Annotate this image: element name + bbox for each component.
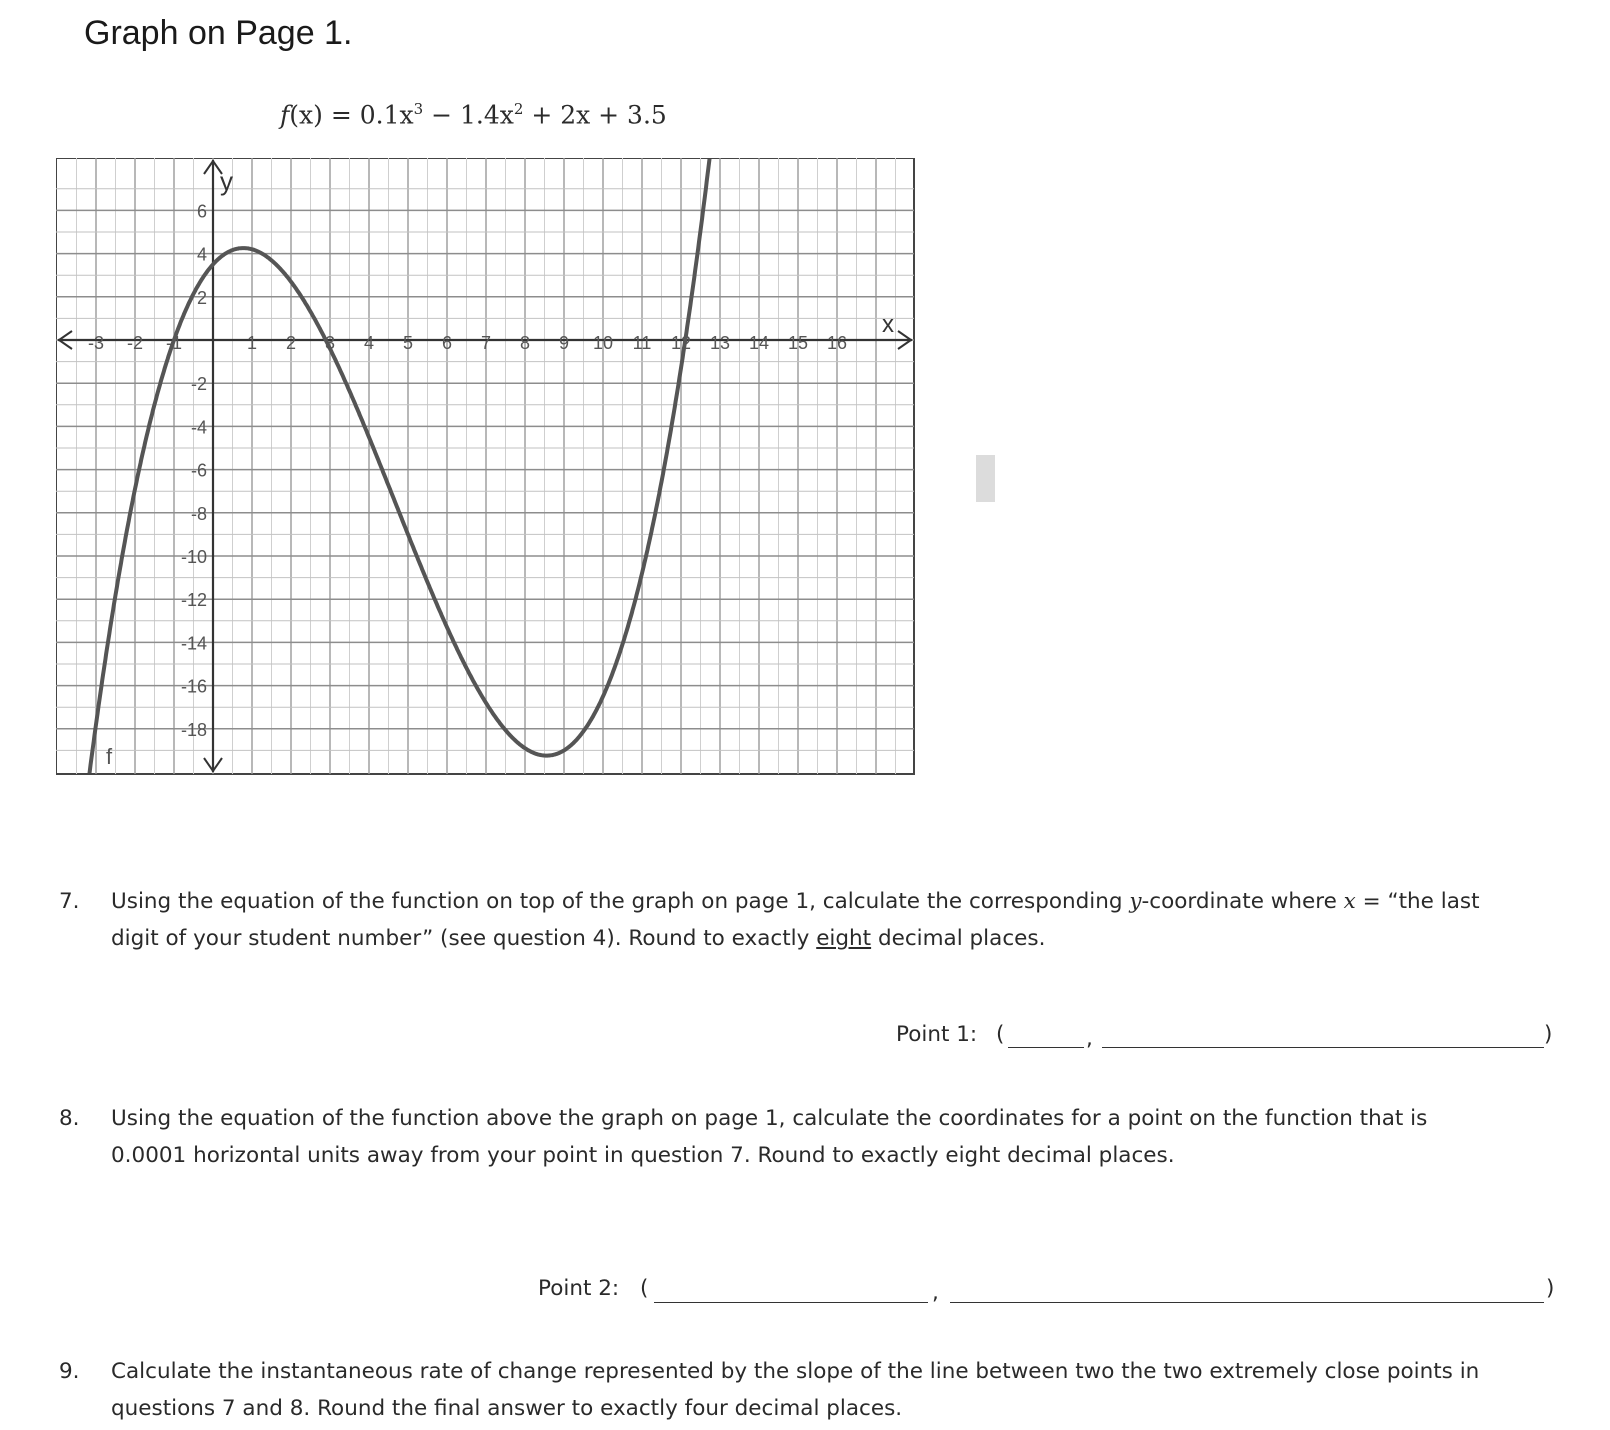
x-tick-label: -1 bbox=[165, 333, 183, 353]
point-1-label: Point 1: bbox=[896, 1022, 978, 1047]
point-2-close-paren: ) bbox=[1546, 1276, 1555, 1301]
curve-label: f bbox=[106, 744, 113, 769]
question-text bbox=[111, 1100, 1610, 1174]
x-tick-label: 6 bbox=[441, 333, 453, 353]
y-axis-label: y bbox=[220, 166, 233, 196]
x-tick-label: 3 bbox=[324, 333, 336, 353]
point-1-y-blank[interactable] bbox=[1102, 1047, 1544, 1048]
x-tick-label: 13 bbox=[709, 333, 731, 353]
text-run: Using the equation of the function on top of the graph on page 1, calculate the corresponding bbox=[111, 889, 1130, 914]
question-line-1: Using the equation of the function above the graph on page 1, calculate the coordinates for a point on the function that is bbox=[111, 1106, 1428, 1131]
point-1-x-blank[interactable] bbox=[1008, 1047, 1084, 1048]
x-tick-label: 12 bbox=[670, 333, 692, 353]
question-line-2: 0.0001 horizontal units away from your point in question 7. Round to exactly eight decimal places. bbox=[111, 1143, 1175, 1168]
question-number: 8. bbox=[59, 1106, 80, 1131]
y-tick-label: -4 bbox=[190, 417, 207, 438]
point-1-close-paren: ) bbox=[1544, 1022, 1553, 1047]
point-2-label: Point 2: bbox=[538, 1276, 620, 1301]
function-graph bbox=[56, 158, 916, 776]
y-tick-label: -12 bbox=[180, 590, 207, 611]
x-tick-label: 14 bbox=[748, 333, 770, 353]
equation-exponent-3: 3 bbox=[413, 100, 424, 118]
point-2-open-paren: ( bbox=[640, 1276, 649, 1301]
x-tick-label: 2 bbox=[285, 333, 297, 353]
scan-artifact bbox=[976, 455, 995, 502]
x-tick-label: 1 bbox=[246, 333, 258, 353]
y-tick-label: 6 bbox=[196, 201, 207, 222]
y-tick-label: -8 bbox=[190, 503, 207, 524]
question-number: 7. bbox=[59, 889, 80, 914]
equation-part-3: + 2x + 3.5 bbox=[523, 100, 667, 130]
x-tick-label: 11 bbox=[632, 333, 652, 353]
y-tick-label: -6 bbox=[190, 460, 207, 481]
y-tick-label: -2 bbox=[190, 374, 207, 395]
page-heading: Graph on Page 1. bbox=[84, 14, 353, 52]
question-text bbox=[111, 1353, 1610, 1427]
y-tick-label: 2 bbox=[196, 287, 207, 308]
point-2-y-blank[interactable] bbox=[950, 1302, 1544, 1303]
point-2-x-blank[interactable] bbox=[654, 1302, 928, 1303]
text-run: = “the last bbox=[1355, 889, 1480, 914]
point-1-open-paren: ( bbox=[996, 1022, 1005, 1047]
question-text bbox=[111, 883, 1610, 957]
x-tick-label: 7 bbox=[480, 333, 492, 353]
x-tick-label: 9 bbox=[558, 333, 570, 353]
x-tick-label: 15 bbox=[787, 333, 809, 353]
y-tick-label: 4 bbox=[196, 244, 207, 265]
question-line-1: Calculate the instantaneous rate of change represented by the slope of the line between two the two extremely close points in bbox=[111, 1359, 1480, 1384]
text-run: -coordinate where bbox=[1141, 889, 1344, 914]
x-tick-label: 5 bbox=[402, 333, 414, 353]
x-tick-label: 4 bbox=[363, 333, 375, 353]
y-tick-label: -14 bbox=[180, 633, 207, 654]
equation-part-1: (x) = 0.1x bbox=[289, 100, 414, 130]
point-1-comma: , bbox=[1086, 1026, 1093, 1051]
equation-exponent-2: 2 bbox=[513, 100, 524, 118]
x-tick-label: 16 bbox=[826, 333, 848, 353]
y-tick-label: -10 bbox=[180, 547, 207, 567]
text-run: digit of your student number” (see question 4). Round to exactly bbox=[111, 926, 817, 951]
variable-y: y bbox=[1129, 889, 1142, 914]
question-number: 9. bbox=[59, 1359, 80, 1384]
question-line-1 bbox=[111, 883, 1610, 920]
y-tick-label: -18 bbox=[180, 719, 207, 740]
equation-part-2: − 1.4x bbox=[423, 100, 514, 130]
question-line-2 bbox=[111, 920, 1610, 957]
x-tick-label: -3 bbox=[87, 333, 105, 353]
x-tick-label: -2 bbox=[126, 333, 144, 353]
x-tick-label: 10 bbox=[592, 333, 614, 353]
underlined-word: eight bbox=[816, 926, 872, 951]
point-2-comma: , bbox=[932, 1280, 939, 1305]
question-line-2: questions 7 and 8. Round the final answer to exactly four decimal places. bbox=[111, 1396, 903, 1421]
function-equation bbox=[280, 100, 667, 129]
x-axis-label: x bbox=[882, 311, 894, 338]
variable-x: x bbox=[1343, 889, 1356, 914]
text-run: decimal places. bbox=[871, 926, 1046, 951]
y-tick-label: -16 bbox=[180, 676, 207, 697]
equation-function-name: f bbox=[280, 100, 290, 130]
x-tick-label: 8 bbox=[519, 333, 531, 353]
